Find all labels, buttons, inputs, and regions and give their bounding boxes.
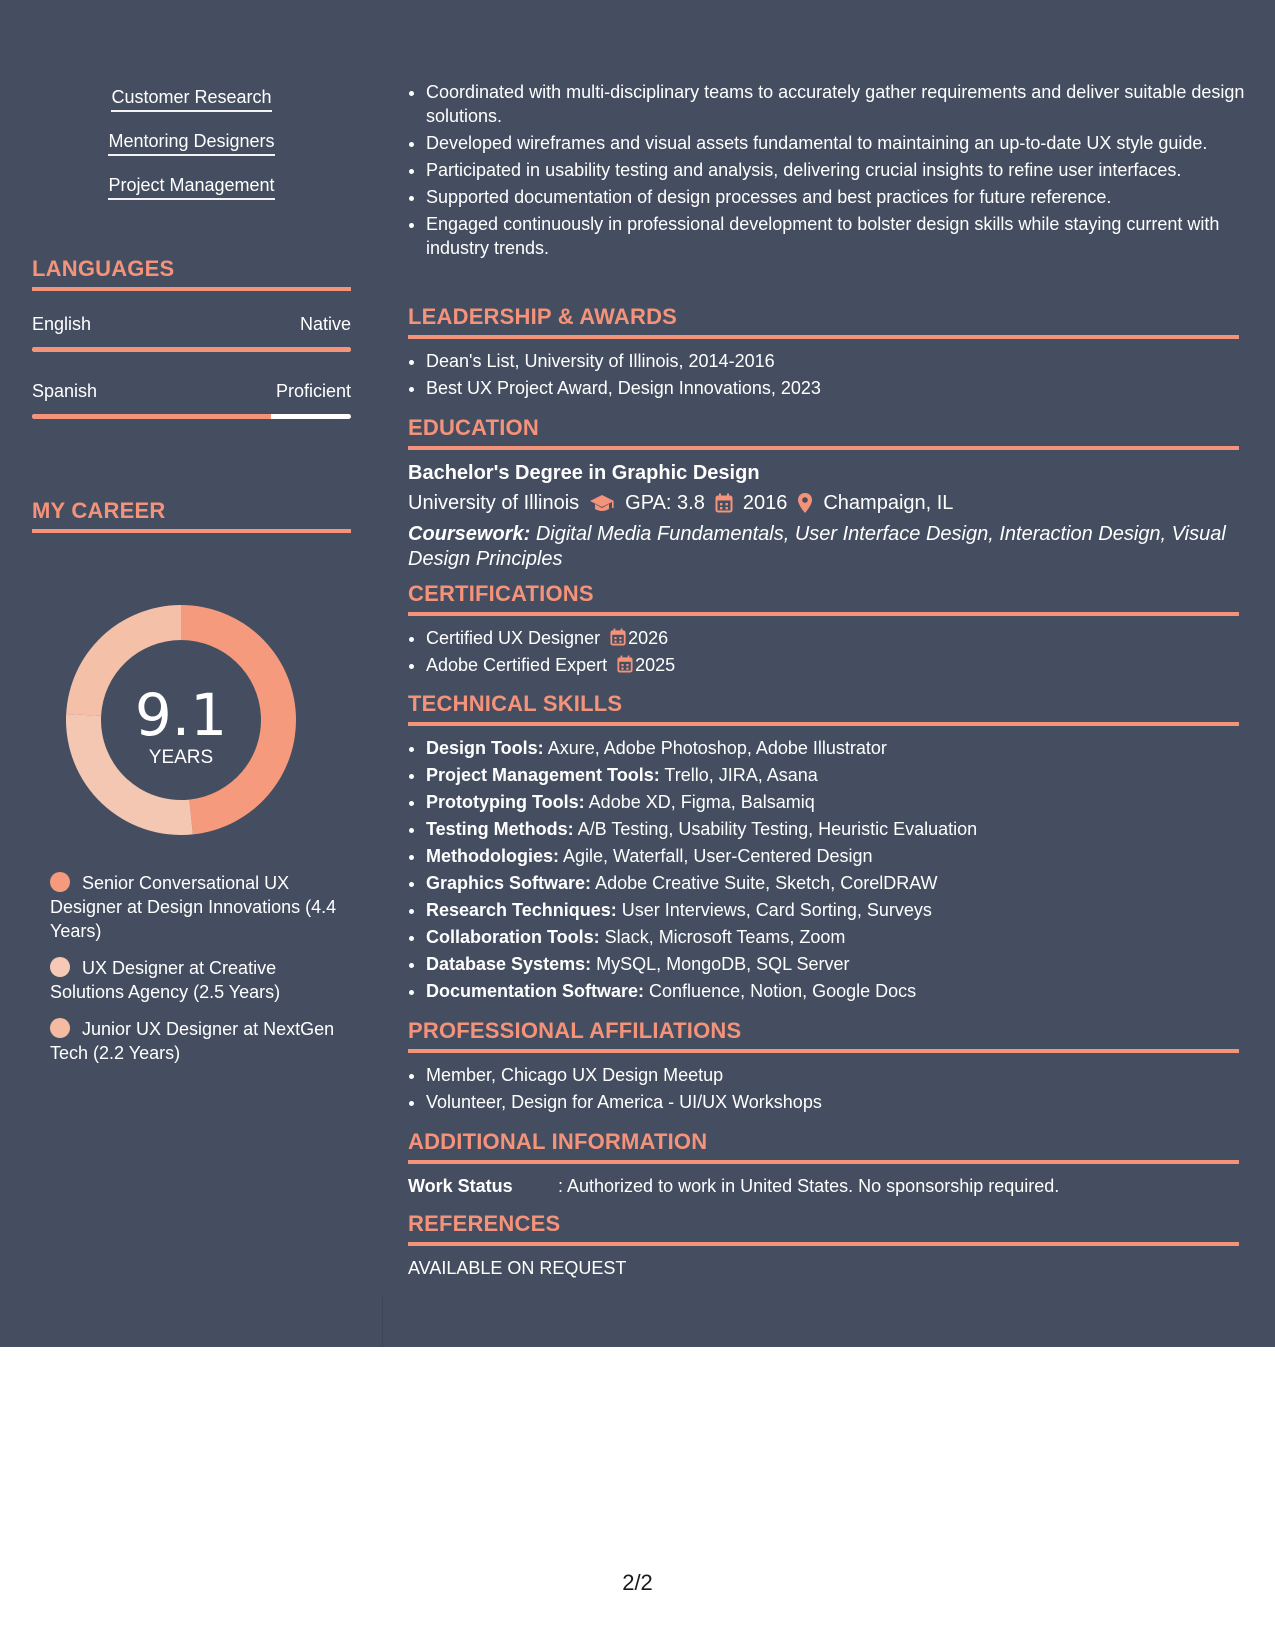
coursework-label: Coursework: <box>408 523 531 545</box>
education-school: University of Illinois <box>408 492 580 514</box>
legend-dot <box>50 1018 70 1038</box>
certification-year: 2026 <box>628 628 669 648</box>
skill-category: Design Tools: <box>426 738 544 758</box>
experience-bullet: • Developed wireframes and visual assets fundamental to maintaining an up-to-date UX style guide. <box>426 131 1257 155</box>
skill-values: Axure, Adobe Photoshop, Adobe Illustrator <box>547 738 887 758</box>
skill-values: Slack, Microsoft Teams, Zoom <box>604 927 846 947</box>
education-section <box>408 414 1239 572</box>
career-legend-label: Junior UX Designer at NextGen Tech (2.2 Years) <box>50 1019 335 1063</box>
language-name: Spanish <box>32 381 98 401</box>
references-title: REFERENCES <box>408 1210 1239 1246</box>
career-section <box>32 497 351 1078</box>
education-location: Champaign, IL <box>823 492 954 514</box>
references-section <box>408 1210 1239 1280</box>
career-total-unit: YEARS <box>148 747 214 768</box>
certification-year: 2025 <box>635 655 676 675</box>
experience-bullets <box>408 80 1257 263</box>
coursework-text: Digital Media Fundamentals, User Interface Design, Interaction Design, Visual Design Principles <box>408 523 1226 570</box>
skill-values: Agile, Waterfall, User-Centered Design <box>563 846 873 866</box>
leadership-title: LEADERSHIP & AWARDS <box>408 303 1239 339</box>
calendar-icon <box>715 493 733 513</box>
technical-skill-item <box>426 925 1239 949</box>
career-legend-item <box>50 956 340 1004</box>
certifications-list <box>408 626 1239 677</box>
additional-info-section <box>408 1128 1239 1198</box>
skill-values: MySQL, MongoDB, SQL Server <box>596 954 850 974</box>
career-donut-chart <box>66 605 296 835</box>
leadership-section <box>408 303 1239 403</box>
legend-dot <box>50 872 70 892</box>
languages-title: LANGUAGES <box>32 255 351 291</box>
education-year: 2016 <box>742 492 788 514</box>
language-bar-fill <box>32 347 351 352</box>
education-gpa: GPA: 3.8 <box>625 492 705 514</box>
language-item <box>32 380 351 419</box>
experience-bullet: • Engaged continuously in professional development to bolster design skills while staying current with industry trends. <box>426 212 1257 260</box>
certification-name: Adobe Certified Expert <box>426 655 608 675</box>
certification-item <box>426 653 1239 677</box>
work-status-value: : Authorized to work in United States. No sponsorship required. <box>558 1176 1060 1196</box>
affiliations-section <box>408 1017 1239 1117</box>
leadership-item: • Dean's List, University of Illinois, 2014-2016 <box>426 349 1239 373</box>
language-item <box>32 313 351 352</box>
additional-info-title: ADDITIONAL INFORMATION <box>408 1128 1239 1164</box>
skill-category: Methodologies: <box>426 846 559 866</box>
column-divider <box>382 1296 383 1347</box>
language-name: English <box>32 314 92 334</box>
education-degree: Bachelor's Degree in Graphic Design <box>408 462 760 484</box>
affiliation-item: • Member, Chicago UX Design Meetup <box>426 1063 1239 1087</box>
affiliations-title: PROFESSIONAL AFFILIATIONS <box>408 1017 1239 1053</box>
career-legend-item <box>50 1017 340 1065</box>
skill-category: Database Systems: <box>426 954 592 974</box>
certification-name: Certified UX Designer <box>426 628 601 648</box>
calendar-icon <box>610 628 626 646</box>
skill-values: Adobe XD, Figma, Balsamiq <box>588 792 815 812</box>
career-title: MY CAREER <box>32 497 351 533</box>
language-level: Proficient <box>275 381 351 401</box>
technical-skill-item <box>426 979 1239 1003</box>
work-status-label: Work Status <box>408 1176 513 1196</box>
skill-tag: Customer Research <box>111 86 271 112</box>
skill-values: Confluence, Notion, Google Docs <box>649 981 917 1001</box>
graduation-cap-icon <box>589 493 615 513</box>
work-status-row <box>408 1174 1239 1198</box>
legend-dot <box>50 957 70 977</box>
technical-skill-item <box>426 817 1239 841</box>
technical-skills-list <box>408 736 1239 1003</box>
certifications-section <box>408 580 1239 680</box>
career-legend-item <box>50 871 340 943</box>
calendar-icon <box>617 655 633 673</box>
technical-skill-item <box>426 871 1239 895</box>
skill-category: Prototyping Tools: <box>426 792 585 812</box>
skill-category: Research Techniques: <box>426 900 617 920</box>
skill-category: Documentation Software: <box>426 981 645 1001</box>
technical-skill-item <box>426 898 1239 922</box>
skill-category: Testing Methods: <box>426 819 574 839</box>
technical-skill-item <box>426 736 1239 760</box>
skill-category: Graphics Software: <box>426 873 592 893</box>
location-pin-icon <box>797 492 813 514</box>
career-total-value: 9.1 <box>134 681 228 749</box>
career-legend <box>50 871 340 1065</box>
technical-skills-section <box>408 690 1239 1006</box>
experience-bullet: • Supported documentation of design processes and best practices for future reference. <box>426 185 1257 209</box>
page-number: 2/2 <box>622 1570 653 1595</box>
skill-category: Collaboration Tools: <box>426 927 600 947</box>
skill-values: Adobe Creative Suite, Sketch, CorelDRAW <box>595 873 938 893</box>
education-details <box>408 490 1239 516</box>
technical-skills-title: TECHNICAL SKILLS <box>408 690 1239 726</box>
career-total <box>66 605 296 835</box>
experience-bullet: • Coordinated with multi-disciplinary teams to accurately gather requirements and deliver suitable design solutions. <box>426 80 1257 128</box>
technical-skill-item <box>426 763 1239 787</box>
technical-skill-item <box>426 844 1239 868</box>
language-bar-fill <box>32 414 271 419</box>
education-coursework <box>408 522 1239 572</box>
experience-bullet: • Participated in usability testing and analysis, delivering crucial insights to refine user interfaces. <box>426 158 1257 182</box>
career-legend-label: UX Designer at Creative Solutions Agency (2.5 Years) <box>50 958 281 1002</box>
leadership-list <box>408 349 1239 400</box>
affiliation-item: • Volunteer, Design for America - UI/UX Workshops <box>426 1090 1239 1114</box>
language-level: Native <box>299 314 351 334</box>
skill-category: Project Management Tools: <box>426 765 660 785</box>
affiliations-list <box>408 1063 1239 1114</box>
skill-values: Trello, JIRA, Asana <box>664 765 818 785</box>
language-bar <box>32 347 351 352</box>
career-legend-label: Senior Conversational UX Designer at Design Innovations (4.4 Years) <box>50 873 337 941</box>
skill-values: User Interviews, Card Sorting, Surveys <box>621 900 932 920</box>
education-title: EDUCATION <box>408 414 1239 450</box>
skill-tag: Project Management <box>108 174 274 200</box>
technical-skill-item <box>426 790 1239 814</box>
references-text: AVAILABLE ON REQUEST <box>408 1258 627 1278</box>
skill-tag: Mentoring Designers <box>108 130 274 156</box>
skill-tags <box>32 86 351 218</box>
languages-section <box>32 255 351 419</box>
language-bar <box>32 414 351 419</box>
certification-item <box>426 626 1239 650</box>
leadership-item: • Best UX Project Award, Design Innovations, 2023 <box>426 376 1239 400</box>
technical-skill-item <box>426 952 1239 976</box>
skill-values: A/B Testing, Usability Testing, Heuristic Evaluation <box>577 819 978 839</box>
certifications-title: CERTIFICATIONS <box>408 580 1239 616</box>
